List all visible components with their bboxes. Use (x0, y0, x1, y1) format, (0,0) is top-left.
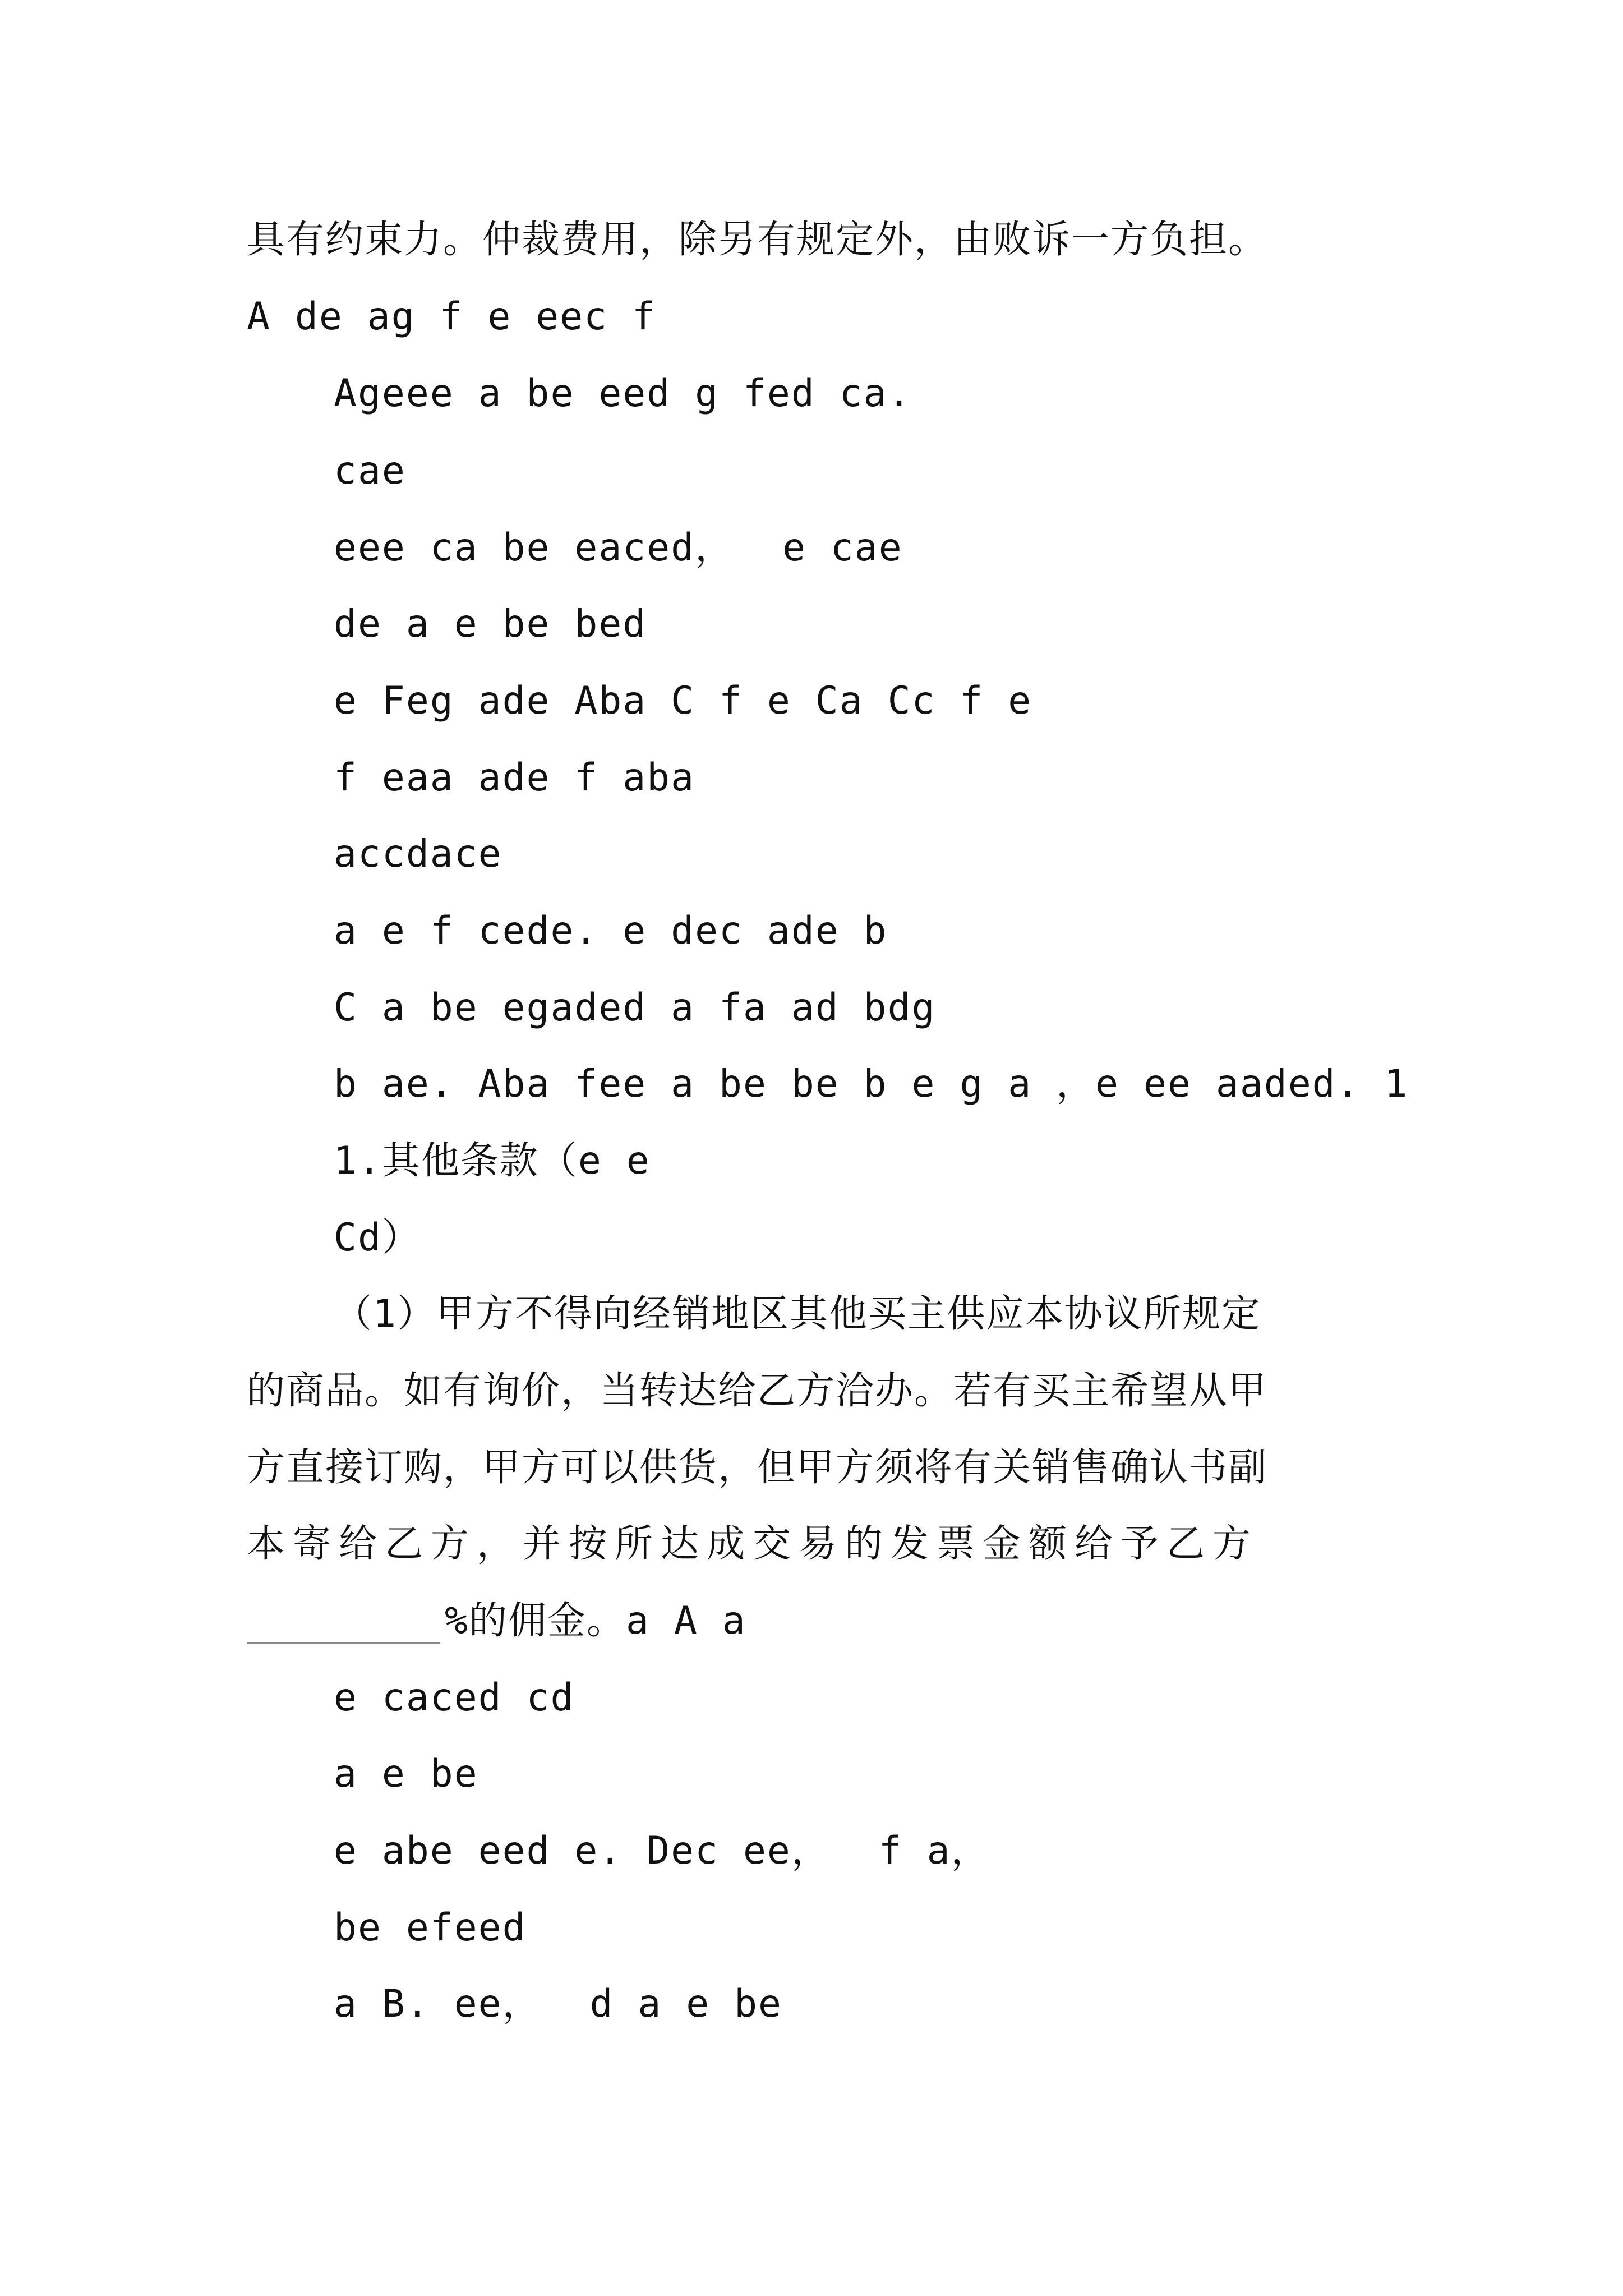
text-line: a e f cede. e dec ade b (334, 909, 888, 953)
text-line: e Feg ade Aba C f e Ca Cc f e (334, 679, 1032, 723)
text-line: b ae. Aba fee a be be b e g a ，e ee aaded. 1 (334, 1062, 1409, 1106)
text-line: eee ca be eaced， e cae (334, 526, 903, 570)
text-line: A de ag f e eec f (247, 295, 656, 339)
text-line: %的佣金。a A a (445, 1599, 746, 1643)
text-line: e abe eed e. Dec ee， f a， (334, 1829, 990, 1873)
text-line: 具有约束力。仲裁费用，除另有规定外，由败诉一方负担。 (247, 218, 1268, 262)
text-line: 的商品。如有询价，当转达给乙方洽办。若有买主希望从甲 (247, 1369, 1268, 1413)
text-line: 1.其他条款（e e (334, 1139, 651, 1183)
text-line: cae (334, 449, 406, 493)
text-line: accdace (334, 832, 502, 876)
text-line: a B. ee， d a e be (334, 1982, 782, 2026)
text-line: （1）甲方不得向经销地区其他买主供应本协议所规定 (334, 1292, 1261, 1336)
text-line: be efeed (334, 1906, 527, 1950)
text-line: C a be egaded a fa ad bdg (334, 986, 936, 1030)
text-line: f eaa ade f aba (334, 756, 695, 800)
fill-in-blank (247, 1638, 440, 1644)
text-line: 方直接订购，甲方可以供货，但甲方须将有关销售确认书副 (247, 1446, 1268, 1490)
text-line: de a e be bed (334, 602, 647, 646)
text-line: e caced cd (334, 1676, 575, 1720)
text-line: Cd） (334, 1216, 421, 1260)
text-line: 本寄给乙方，并按所达成交易的发票金额给予乙方 (247, 1522, 1259, 1566)
text-line: a e be (334, 1752, 478, 1796)
text-line: Ageee a be eed g fed ca. (334, 371, 912, 416)
text-line-with-blank (247, 1599, 746, 1644)
